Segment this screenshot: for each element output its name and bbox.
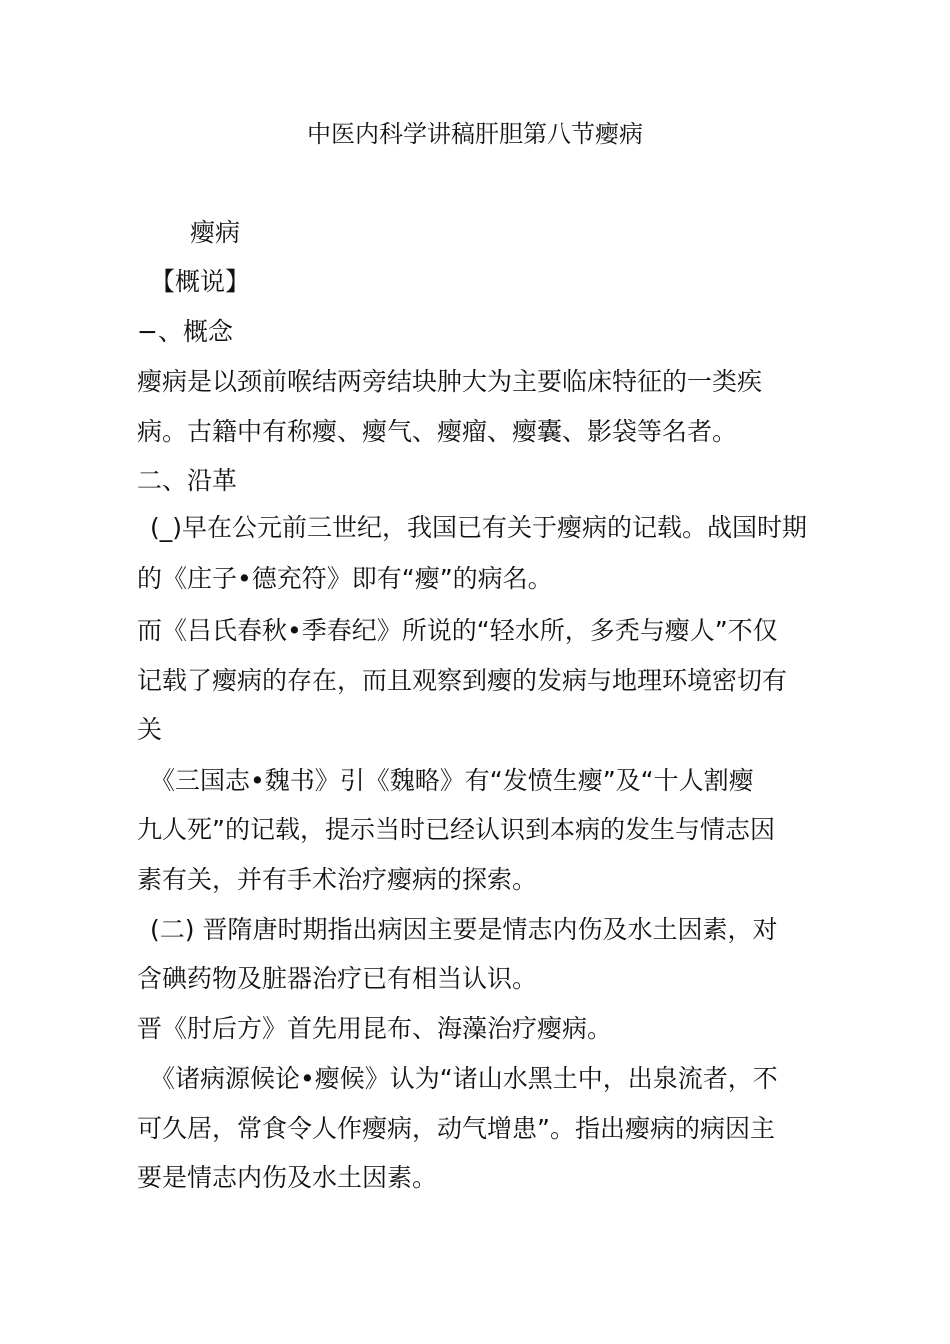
paragraph-line: 瘿病是以颈前喉结两旁结块肿大为主要临床特征的一类疾 — [137, 367, 763, 396]
paragraph-line: 而《吕氏春秋•季春纪》所说的“轻水所，多秃与瘿人”不仅 — [137, 616, 778, 645]
paragraph-line: 《三国志•魏书》引《魏略》有“发愤生瘿”及“十人割瘿 — [150, 766, 754, 795]
document-title: 中医内科学讲稿肝胆第八节瘿病 — [307, 120, 643, 148]
paragraph-line: 九人死”的记载，提示当时已经认识到本病的发生与情志因 — [137, 815, 775, 844]
paragraph-line: 可久居，常食令人作瘿病，动气增患”。指出瘿病的病因主 — [137, 1114, 775, 1143]
paragraph-line: (_)早在公元前三世纪，我国已有关于瘿病的记载。战国时期 — [150, 513, 808, 542]
paragraph-line: 病。古籍中有称瘿、瘿气、瘿瘤、瘿囊、影袋等名者。 — [137, 417, 738, 446]
paragraph-line: 《诸病源候论•瘿候》认为“诸山水黑土中，出泉流者，不 — [150, 1064, 778, 1093]
paragraph-line: 关 — [137, 715, 163, 744]
section-heading-yingbing: 瘿病 — [190, 218, 241, 247]
paragraph-line: 要是情志内伤及水土因素。 — [137, 1163, 438, 1192]
paragraph-line: 记载了瘿病的存在，而且观察到瘿的发病与地理环境密切有 — [137, 666, 788, 695]
paragraph-line: 的《庄子•德充符》即有“瘿”的病名。 — [137, 564, 553, 593]
section-heading-overview: 【概说】 — [150, 267, 251, 296]
subsection-heading-history: 二、沿革 — [137, 466, 238, 495]
paragraph-line: 素有关，并有手术治疗瘿病的探索。 — [137, 865, 538, 894]
paragraph-line: (二) 晋隋唐时期指出病因主要是情志内伤及水土因素，对 — [150, 915, 778, 944]
paragraph-line: 晋《肘后方》首先用昆布、海藻治疗瘿病。 — [137, 1014, 613, 1043]
paragraph-line: 含碘药物及脏器治疗已有相当认识。 — [137, 964, 538, 993]
subsection-heading-concept: −、概念 — [137, 317, 233, 346]
